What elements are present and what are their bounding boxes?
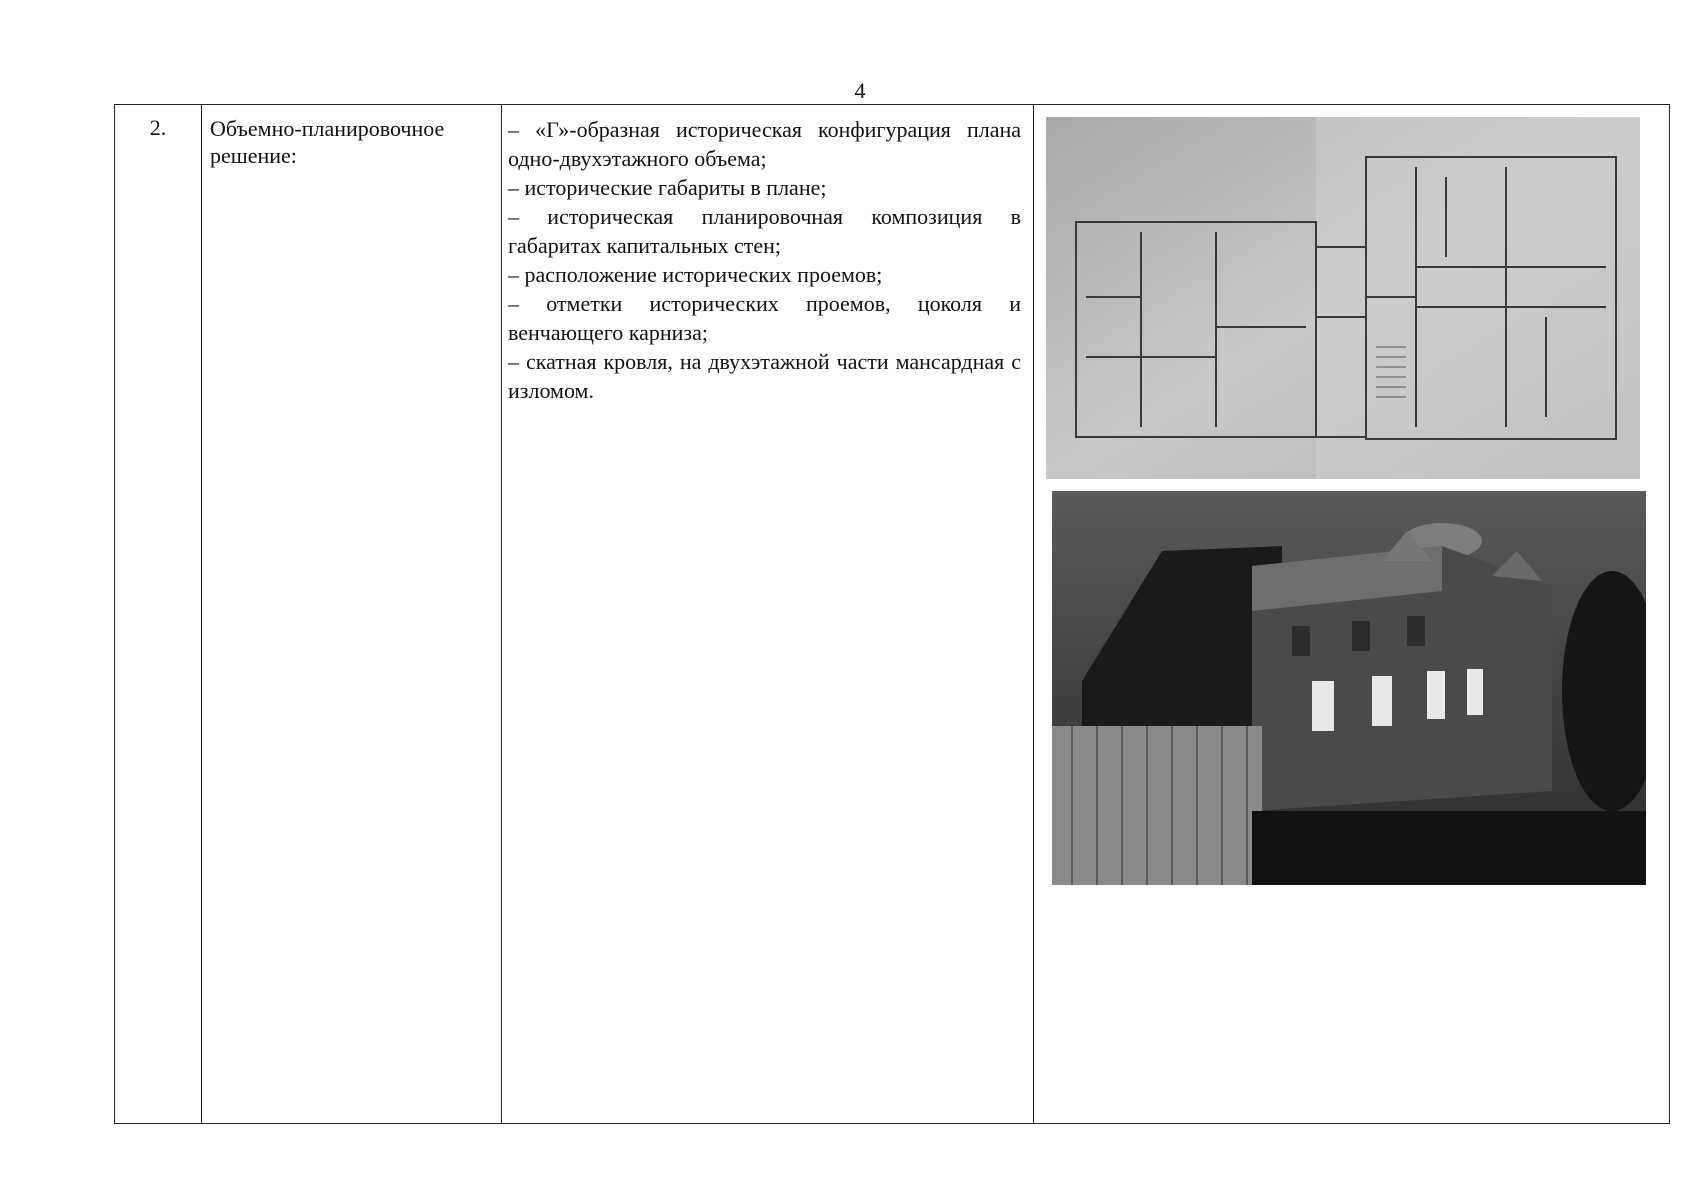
row-number-cell xyxy=(115,105,202,1123)
description-item: – исторические габариты в плане; xyxy=(508,175,827,200)
row-name-cell xyxy=(202,105,502,1123)
description-item: – скатная кровля, на двухэтажной части мансардная с изломом. xyxy=(508,349,1021,403)
facade-photo xyxy=(1052,491,1646,885)
floor-plan-image xyxy=(1046,117,1640,479)
row-description-cell xyxy=(502,105,1034,1123)
description-item: – расположение исторических проемов; xyxy=(508,262,883,287)
protection-subject-table xyxy=(114,104,1670,1124)
row-number: 2. xyxy=(149,115,167,140)
description-item: – отметки исторических проемов, цоколя и венчающего карниза; xyxy=(508,291,1021,345)
description-item: – историческая планировочная композиция в габаритах капитальных стен; xyxy=(508,204,1021,258)
page-number: 4 xyxy=(854,78,866,103)
row-name: Объемно-планировочное решение: xyxy=(210,116,445,168)
description-list xyxy=(508,115,1021,405)
row-images-cell xyxy=(1034,105,1669,1123)
description-item: – «Г»-образная историческая конфигурация плана одно-двухэтажного объема; xyxy=(508,117,1021,171)
